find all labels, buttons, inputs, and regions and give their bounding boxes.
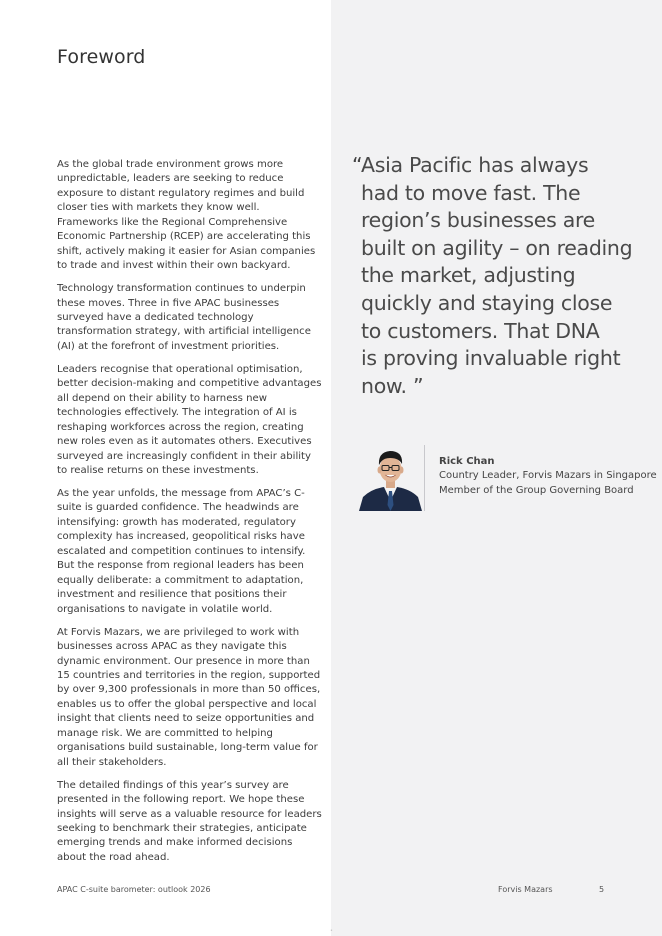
paragraph: At Forvis Mazars, we are privileged to work with businesses across APAC as they navigate this dynamic environment. Our presence in more than 15 countries and territories in the region, supported by over 9,300 professionals in more than 50 offices, enables us to offer the global perspective and local insight that clients need to seize opportunities and manage risk. We are committed to helping organisations build sustainable, long-term value for all their stakeholders. [57, 626, 321, 768]
paragraph: The detailed findings of this year’s survey are presented in the following report. We hope these insights will serve as a valuable resource for leaders seeking to benchmark their strategies, anticipate emerging trends and make informed decisions about the road ahead. [57, 779, 322, 863]
portrait-illustration [357, 445, 424, 511]
portrait-photo [357, 445, 424, 511]
quote-line: quickly and staying close [361, 290, 613, 315]
page-marker: • [330, 928, 333, 934]
paragraph: Technology transformation continues to underpin these moves. Three in five APAC businesses surveyed have a dedicated technology transformation strategy, with artificial intelligence (AI) at the forefront of investment priorities. [57, 283, 311, 352]
paragraph: As the global trade environment grows more unpredictable, leaders are seeking to reduce exposure to distant regulatory regimes and build closer ties with markets they know well. Frameworks like the Regional Comprehensive Economic Partnership (RCEP) are accelerating this shift, actively making it easier for Asian companies to trade and invest within their own backyard. [57, 159, 316, 272]
signatory-role: Member of the Group Governing Board [439, 484, 634, 496]
body-text [57, 158, 323, 874]
pull-quote [361, 152, 631, 400]
quote-line: to customers. That DNA [361, 318, 600, 343]
quote-line: Asia Pacific has always [361, 153, 589, 177]
quote-line: had to move fast. The [361, 180, 581, 205]
signatory-title: Country Leader, Forvis Mazars in Singapore [439, 470, 657, 481]
quote-line: now. ” [361, 373, 424, 398]
quote-line: is proving invaluable right [361, 346, 621, 371]
page-number: 5 [599, 885, 605, 894]
signatory [439, 454, 657, 498]
signatory-name: Rick Chan [439, 456, 495, 467]
page-title: Foreword [57, 46, 146, 68]
footer-brand: Forvis Mazars [498, 885, 553, 894]
footer-report-title: APAC C-suite barometer: outlook 2026 [57, 885, 211, 894]
divider [424, 445, 425, 511]
quote-line: built on agility – on reading [361, 235, 633, 260]
paragraph: Leaders recognise that operational optimisation, better decision-making and competitive advantages all depend on their ability to harness new technologies effectively. The integration of AI is reshaping workforces across the region, creating new roles even as it automates others. Executives surveyed are increasingly confident in their ability to realise returns on these investments. [57, 363, 322, 477]
quote-open-mark: “ [352, 153, 363, 177]
paragraph: As the year unfolds, the message from APAC’s C-suite is guarded confidence. The headwinds are intensifying: growth has moderated, regulatory complexity has increased, geopolitical risks have escalated and competition continues to intensify. But the response from regional leaders has been equally deliberate: a commitment to adaptation, investment and resilience that positions their organisations to navigate in volatile world. [57, 488, 306, 615]
quote-line: region’s businesses are [361, 208, 595, 233]
quote-line: the market, adjusting [361, 263, 576, 288]
